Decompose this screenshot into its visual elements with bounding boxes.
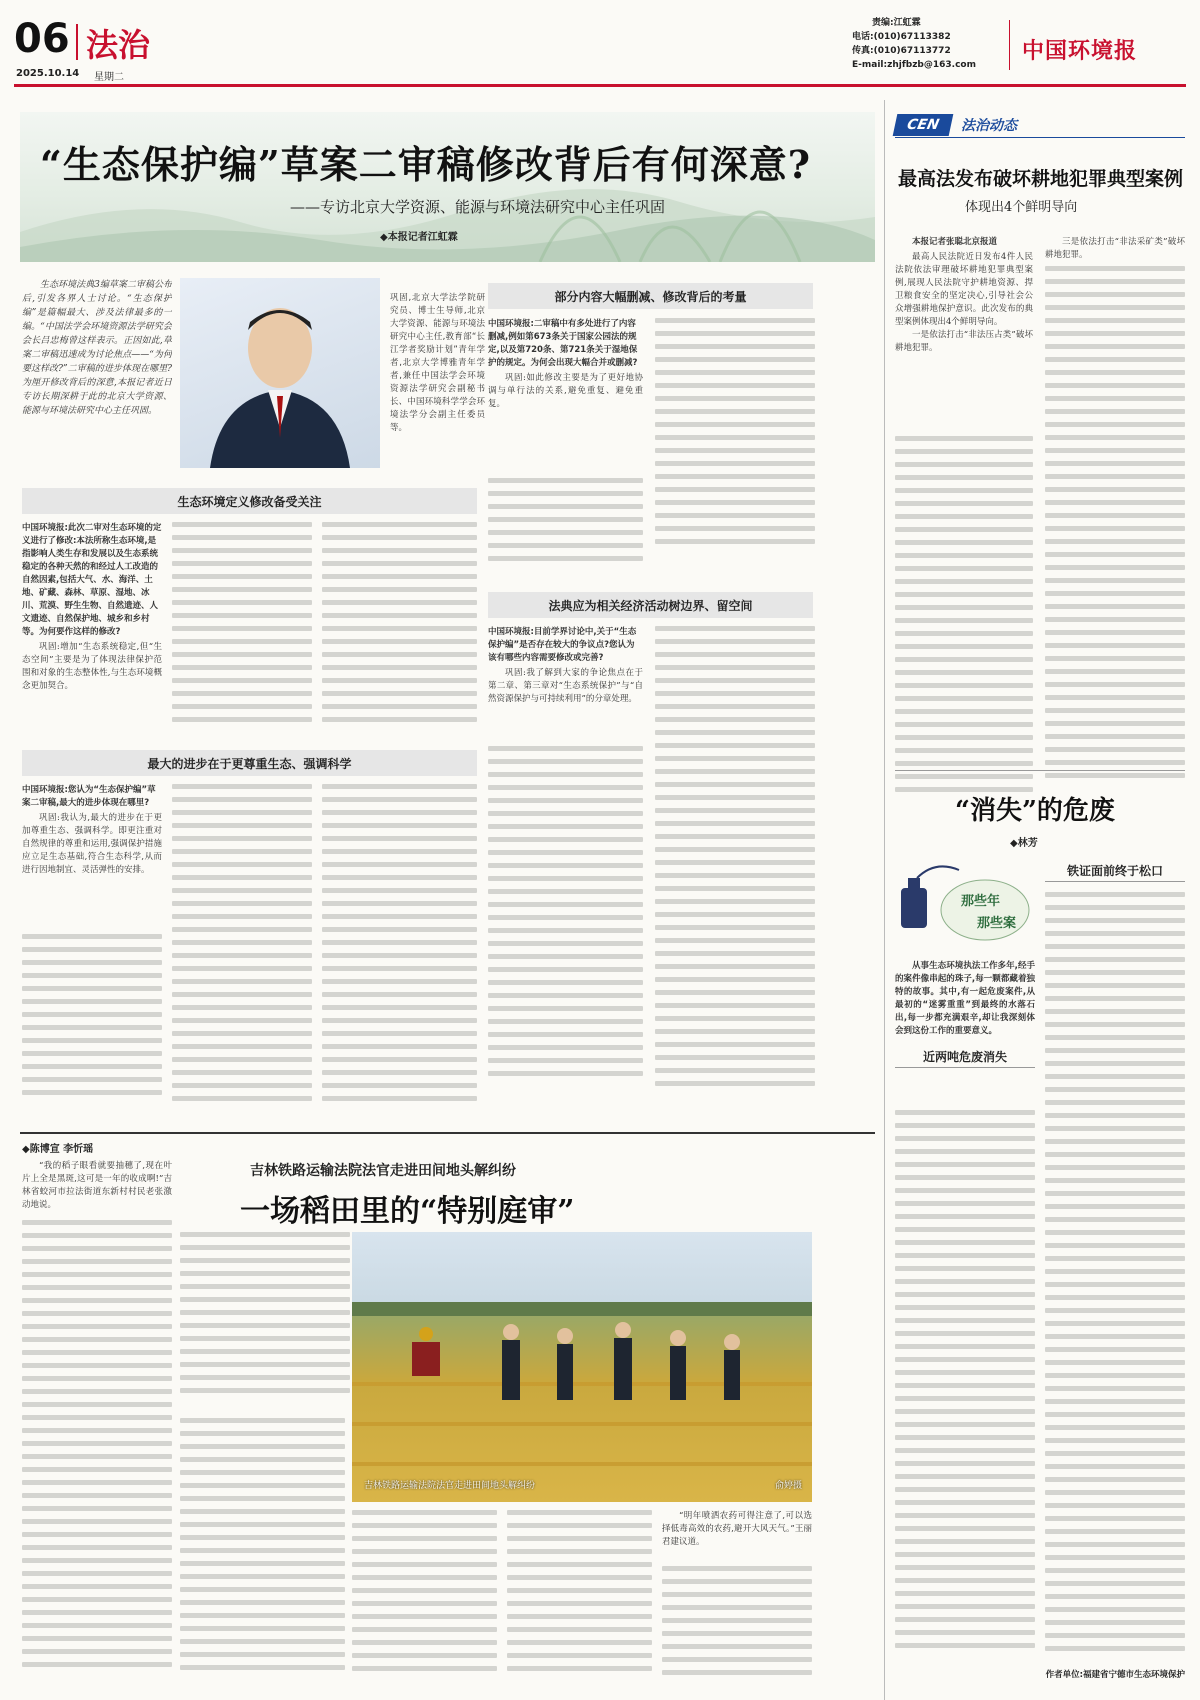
text-lines	[22, 1220, 172, 1675]
sidebar-col2	[1045, 236, 1185, 816]
sidebar-tag	[895, 112, 1185, 138]
answer-1: 巩固:增加“生态系统稳定,但“生态空间”主要是为了体现法律保护范围和对象的生态整体性,与生态环境概念更加契合。	[22, 642, 162, 691]
text-lines	[895, 436, 1033, 800]
main-subtitle: ——专访北京大学资源、能源与环境法研究中心主任巩固	[290, 198, 666, 216]
issue-date: 2025.10.14	[16, 68, 80, 79]
answer-2: 巩固:我认为,最大的进步在于更加尊重生态、强调科学。即更注重对自然规律的尊重和运用,强调保护措施应立足生态基础,符合生态科学,从而进行因地制宜、灵活弹性的安排。	[22, 813, 162, 875]
question-2: 中国环境报:您认为“生态保护编”草案二审稿,最大的进步体现在哪里?	[22, 785, 156, 808]
section1-col2	[172, 522, 312, 742]
question-3: 中国环境报:二审稿中有多处进行了内容删减,例如第673条关于国家公园法的规定,以及第720条、第721条关于湿地保护的规定。为何会出现大幅合并或删减?	[488, 319, 638, 368]
text-lines	[180, 1418, 345, 1678]
photo-scene	[352, 1232, 812, 1502]
text-lines	[180, 1232, 350, 1401]
text-lines	[1045, 266, 1185, 786]
text-lines	[22, 934, 162, 1103]
essay-byline: ◆林芳	[1010, 838, 1038, 849]
section4-col1	[488, 626, 643, 1116]
essay-title: “消失”的危废	[955, 796, 1115, 826]
contact-block	[852, 16, 976, 72]
text-lines	[662, 1566, 812, 1683]
text-lines	[352, 1510, 497, 1679]
intro-text: 生态环境法典3编草案二审稿公布后,引发各界人士讨论。“生态保护编”是篇幅最大、涉及法律最多的一编。“中国法学会环境资源法学研究会会长吕忠梅曾这样表示。正因如此,草案二审稿迅速成为讨论焦点——“为何要这样改?”二审稿的进步体现在哪里?为厘开修改背后的深意,本报记者近日专访长期深耕于此的北京大学资源、能源与环境法研究中心主任巩固。	[22, 280, 172, 416]
sidebar-headline: 最高法发布破坏耕地犯罪典型案例	[898, 168, 1184, 190]
court-col-f	[662, 1510, 812, 1690]
question-1: 中国环境报:此次二审对生态环境的定义进行了修改:本法所称生态环境,是指影响人类生存和发展以及生态系统稳定的各种天然的和经过人工改造的自然因素,包括大气、水、海洋、土地、矿藏、森林、草原、湿地、冰川、荒漠、野生生物、自然遗迹、人文遗迹、自然保护地、城乡和乡村等。为何要作这样的修改?	[22, 523, 162, 637]
court-col0	[22, 1160, 172, 1690]
answer-3: 巩固:如此修改主要是为了更好地协调与单行法的关系,避免重复、避免重复。	[488, 373, 643, 409]
text-lines	[507, 1510, 652, 1679]
page-header	[14, 10, 1186, 83]
section-heading-2: 最大的进步在于更尊重生态、强调科学	[22, 750, 477, 776]
court-col-e	[507, 1510, 652, 1690]
court-col-d	[352, 1510, 497, 1690]
section2-col3	[322, 784, 477, 1114]
court-quote-end: “明年喷洒农药可得注意了,可以选择低毒高效的农药,避开大风天气。”王丽君建议道。	[662, 1511, 812, 1547]
text-lines	[1045, 892, 1185, 1659]
sidebar-byline: 本报记者张聪北京报道	[912, 237, 998, 247]
court-byline: ◆陈博宣 李忻瑶	[22, 1144, 94, 1155]
essay-section-1: 铁证面前终于松口	[1045, 860, 1185, 882]
section-heading-4: 法典应为相关经济活动树边界、留空间	[488, 592, 813, 618]
answer-4: 巩固:我了解到大家的争论焦点在于第二章、第三章对“生态系统保护”与“自然资源保护与可持续利用”的分章处理。	[488, 668, 643, 704]
expert-bio-text: 巩固,北京大学法学院研究员、博士生导师,北京大学资源、能源与环境法研究中心主任,教育部“长江学者奖励计划”青年学者,北京大学博雅青年学者,兼任中国法学会环境资源法学研究会副秘书长、中国环境科学学会环境法学分会副主任委员等。	[390, 293, 485, 433]
court-kicker: 吉林铁路运输法院法官走进田间地头解纠纷	[250, 1163, 516, 1179]
sidebar-lead: 最高人民法院近日发布4件人民法院依法审理破坏耕地犯罪典型案例,展现人民法院守护耕地资源、捍卫粮食安全的坚定决心,引导社会公众增强耕地保护意识。此次发布的典型案例体现出4个鲜明导向。	[895, 252, 1033, 327]
court-col-a	[180, 1232, 350, 1412]
text-lines	[172, 522, 312, 730]
cen-logo: CEN	[893, 114, 954, 136]
essay-author-note: 作者单位:福建省宁德市生态环境保护	[1045, 1670, 1185, 1680]
sidebar-point-1: 一是依法打击“非法压占类”破坏耕地犯罪。	[895, 330, 1033, 353]
column-badge	[895, 860, 1035, 950]
section-divider	[76, 24, 78, 60]
masthead-divider	[1009, 20, 1010, 70]
text-lines	[322, 784, 477, 1109]
title-banner	[20, 112, 875, 262]
sidebar-divider	[884, 100, 885, 1700]
text-lines	[172, 784, 312, 1109]
sidebar-label: 法治动态	[961, 118, 1017, 134]
editor: 责编:江虹霖	[872, 18, 921, 28]
section-heading-1: 生态环境定义修改备受关注	[22, 488, 477, 514]
main-byline: ◆本报记者江虹霖	[380, 232, 458, 243]
sidebar-subhead: 体现出4个鲜明导向	[965, 200, 1078, 215]
text-lines	[655, 626, 815, 1094]
question-4: 中国环境报:目前学界讨论中,关于“生态保护编”是否存在较大的争议点?您认为该有哪些内容需要修改或完善?	[488, 627, 637, 663]
essay-top-rule	[895, 770, 1185, 771]
section-heading-3: 部分内容大幅删减、修改背后的考量	[488, 283, 813, 309]
court-col-c	[180, 1418, 345, 1690]
page-number: 06	[14, 16, 70, 62]
court-opening: “我的稻子眼看就要抽穗了,现在叶片上全是黑斑,这可是一年的收成啊!”吉林省蛟河市拉法街道东新村村民老张激动地说。	[22, 1161, 172, 1210]
section2-col2	[172, 784, 312, 1114]
header-rule	[14, 84, 1186, 87]
essay-col1	[895, 960, 1035, 1690]
expert-bio	[390, 292, 485, 467]
issue-weekday: 星期二	[94, 72, 124, 83]
court-title: 一场稻田里的“特别庭审”	[240, 1194, 575, 1229]
main-intro	[22, 278, 172, 478]
masthead-logo: 中国环境报	[1022, 39, 1138, 64]
court-col1-top	[180, 1160, 320, 1230]
sidebar-point-3: 三是依法打击“非法采矿类”破坏耕地犯罪。	[1045, 237, 1185, 260]
text-lines	[488, 746, 643, 1084]
photo-caption: 吉林铁路运输法院法官走进田间地头解纠纷	[364, 1481, 536, 1491]
rice-field-photo	[352, 1232, 812, 1502]
photo-credit: 俞婷摄	[774, 1481, 802, 1491]
sidebar-col1	[895, 236, 1033, 816]
main-title: “生态保护编”草案二审稿修改背后有何深意?	[40, 142, 811, 187]
section3-col2	[655, 318, 815, 568]
section3-col1	[488, 318, 643, 568]
phone: 电话:(010)67113382	[852, 32, 951, 42]
text-lines	[488, 478, 643, 568]
column-tag-bottom: 那些案	[977, 916, 1017, 931]
email: E-mail:zhjfbzb@163.com	[852, 60, 976, 70]
section1-col3	[322, 522, 477, 742]
portrait-figure	[180, 278, 380, 468]
text-lines	[895, 1110, 1035, 1656]
section-name: 法治	[86, 26, 151, 64]
section4-col2	[655, 626, 815, 1116]
expert-portrait	[180, 278, 380, 468]
essay-section-2: 近两吨危废消失	[895, 1046, 1035, 1068]
court-story-top-rule	[20, 1132, 875, 1134]
text-lines	[655, 318, 815, 552]
text-lines	[322, 522, 477, 730]
section2-col1	[22, 784, 162, 1114]
section1-col1	[22, 522, 162, 742]
column-tag-top: 那些年	[961, 894, 1001, 909]
fax: 传真:(010)67113772	[852, 46, 951, 56]
essay-lead: 从事生态环境执法工作多年,经手的案件像串起的珠子,每一颗都藏着独特的故事。其中,有一起危废案件,从最初的“迷雾重重”到最终的水落石出,每一步都充满艰辛,却让我深刻体会到这份工作的重要意义。	[895, 961, 1035, 1036]
essay-col2-top	[1045, 892, 1185, 1692]
